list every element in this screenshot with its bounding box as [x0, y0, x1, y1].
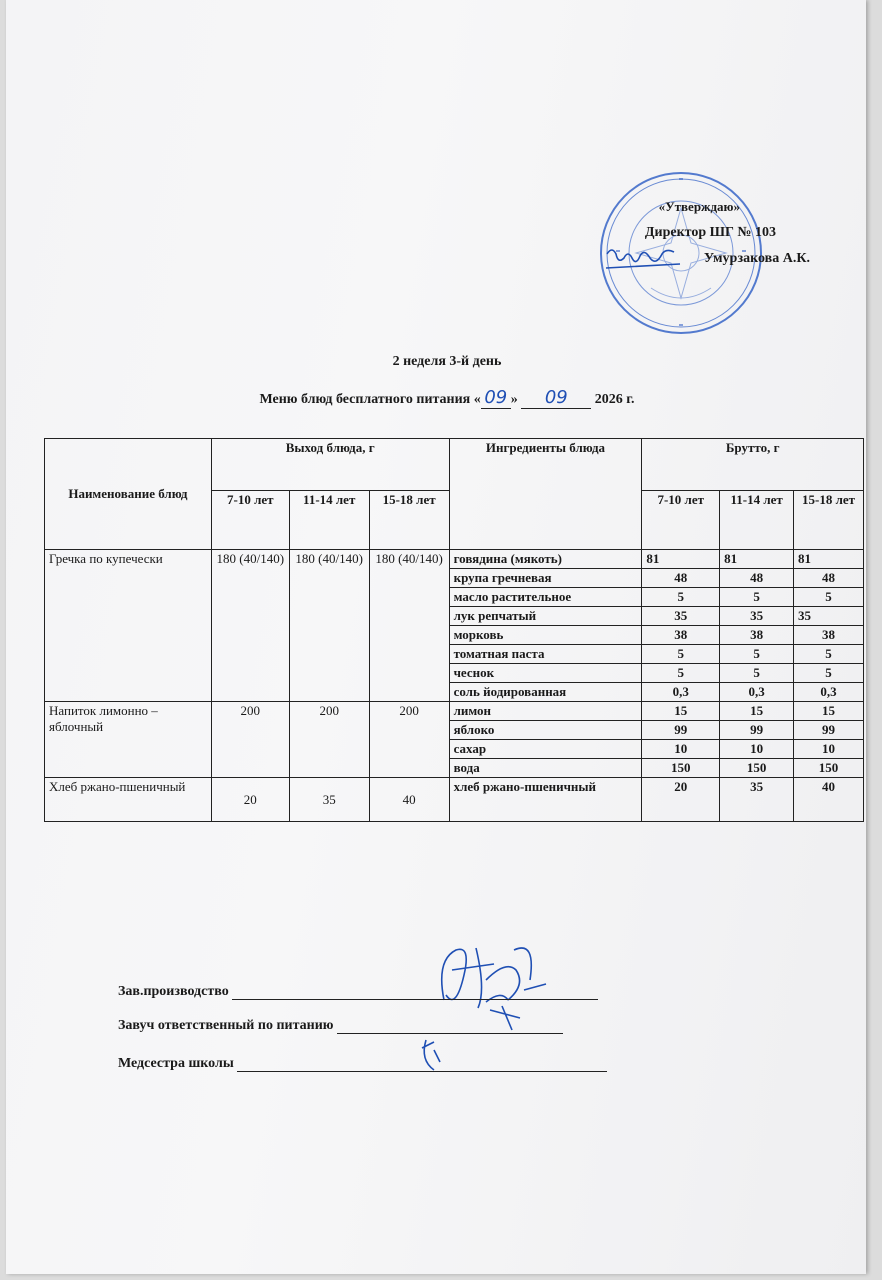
- gross-value: 35: [720, 607, 794, 626]
- approval-label: «Утверждаю»: [658, 199, 740, 214]
- approval-position: Директор ШГ № 103: [644, 225, 776, 240]
- document-page: [6, 0, 866, 1274]
- gross-value: 5: [642, 645, 720, 664]
- gross-value: 5: [720, 645, 794, 664]
- date-separator: »: [510, 392, 518, 407]
- gross-value: 81: [720, 550, 794, 569]
- gross-value: 150: [720, 759, 794, 778]
- dish-yield: 200: [211, 702, 289, 778]
- gross-value: 35: [720, 778, 794, 822]
- ingredient-name: яблоко: [449, 721, 642, 740]
- gross-value: 38: [794, 626, 864, 645]
- header-ingredients: Ингредиенты блюда: [449, 439, 642, 550]
- gross-value: 81: [642, 550, 720, 569]
- signature-line-nutrition: [118, 1018, 563, 1034]
- header-age: 15-18 лет: [794, 491, 864, 550]
- header-dish-name: Наименование блюд: [45, 439, 212, 550]
- dish-name: Напиток лимонно – яблочный: [45, 702, 212, 778]
- date-month: 09: [544, 387, 568, 408]
- ingredient-name: сахар: [449, 740, 642, 759]
- gross-value: 0,3: [720, 683, 794, 702]
- ingredient-name: лук репчатый: [449, 607, 642, 626]
- gross-value: 20: [642, 778, 720, 822]
- gross-value: 38: [642, 626, 720, 645]
- dish-yield: 180 (40/140): [289, 550, 369, 702]
- ingredient-name: чеснок: [449, 664, 642, 683]
- gross-value: 5: [720, 664, 794, 683]
- gross-value: 99: [794, 721, 864, 740]
- menu-title: [6, 387, 882, 409]
- header-yield: Выход блюда, г: [211, 439, 449, 491]
- gross-value: 48: [794, 569, 864, 588]
- dish-yield: 40: [369, 778, 449, 822]
- approval-name: Умурзакова А.К.: [703, 251, 810, 266]
- dish-yield: 180 (40/140): [211, 550, 289, 702]
- gross-value: 5: [720, 588, 794, 607]
- gross-value: 150: [642, 759, 720, 778]
- dish-name: Гречка по купечески: [45, 550, 212, 702]
- week-day-title: 2 неделя 3-й день: [392, 354, 502, 369]
- nurse-label: Медсестра школы: [118, 1056, 234, 1071]
- gross-value: 99: [720, 721, 794, 740]
- signature-underline: [232, 985, 598, 1000]
- table-row: [45, 778, 864, 822]
- gross-value: 5: [794, 664, 864, 683]
- gross-value: 35: [794, 607, 864, 626]
- gross-value: 5: [794, 645, 864, 664]
- gross-value: 5: [642, 588, 720, 607]
- director-signature: [604, 244, 684, 274]
- gross-value: 99: [642, 721, 720, 740]
- ingredient-name: говядина (мякоть): [449, 550, 642, 569]
- dish-yield: 35: [289, 778, 369, 822]
- signature-line-nurse: [118, 1056, 607, 1072]
- menu-title-prefix: Меню блюд бесплатного питания «: [259, 392, 481, 407]
- production-label: Зав.производство: [118, 984, 229, 999]
- header-age: 7-10 лет: [642, 491, 720, 550]
- dish-yield: 180 (40/140): [369, 550, 449, 702]
- dish-yield: 200: [289, 702, 369, 778]
- signature-line-production: [118, 984, 598, 1000]
- gross-value: 15: [794, 702, 864, 721]
- table-row: [45, 550, 864, 569]
- gross-value: 81: [794, 550, 864, 569]
- signature-underline: [237, 1057, 607, 1072]
- gross-value: 15: [642, 702, 720, 721]
- gross-value: 0,3: [794, 683, 864, 702]
- ingredient-name: крупа гречневая: [449, 569, 642, 588]
- ingredient-name: соль йодированная: [449, 683, 642, 702]
- ingredient-name: хлеб ржано-пшеничный: [449, 778, 642, 822]
- header-age: 11-14 лет: [289, 491, 369, 550]
- gross-value: 35: [642, 607, 720, 626]
- dish-name: Хлеб ржано-пшеничный: [45, 778, 212, 822]
- header-gross: Брутто, г: [642, 439, 864, 491]
- gross-value: 15: [720, 702, 794, 721]
- gross-value: 10: [642, 740, 720, 759]
- header-age: 15-18 лет: [369, 491, 449, 550]
- gross-value: 150: [794, 759, 864, 778]
- gross-value: 48: [642, 569, 720, 588]
- nutrition-label: Завуч ответственный по питанию: [118, 1018, 334, 1033]
- gross-value: 40: [794, 778, 864, 822]
- gross-value: 5: [642, 664, 720, 683]
- ingredient-name: масло растительное: [449, 588, 642, 607]
- dish-yield: 200: [369, 702, 449, 778]
- gross-value: 0,3: [642, 683, 720, 702]
- gross-value: 38: [720, 626, 794, 645]
- ingredient-name: лимон: [449, 702, 642, 721]
- header-age: 7-10 лет: [211, 491, 289, 550]
- gross-value: 10: [794, 740, 864, 759]
- ingredient-name: вода: [449, 759, 642, 778]
- ingredient-name: томатная паста: [449, 645, 642, 664]
- table-row: [45, 702, 864, 721]
- dish-yield: 20: [211, 778, 289, 822]
- gross-value: 10: [720, 740, 794, 759]
- gross-value: 5: [794, 588, 864, 607]
- header-age: 11-14 лет: [720, 491, 794, 550]
- date-day: 09: [484, 387, 508, 408]
- date-year: 2026 г.: [594, 392, 635, 407]
- menu-table: [44, 438, 864, 822]
- gross-value: 48: [720, 569, 794, 588]
- signature-underline: [337, 1019, 563, 1034]
- ingredient-name: морковь: [449, 626, 642, 645]
